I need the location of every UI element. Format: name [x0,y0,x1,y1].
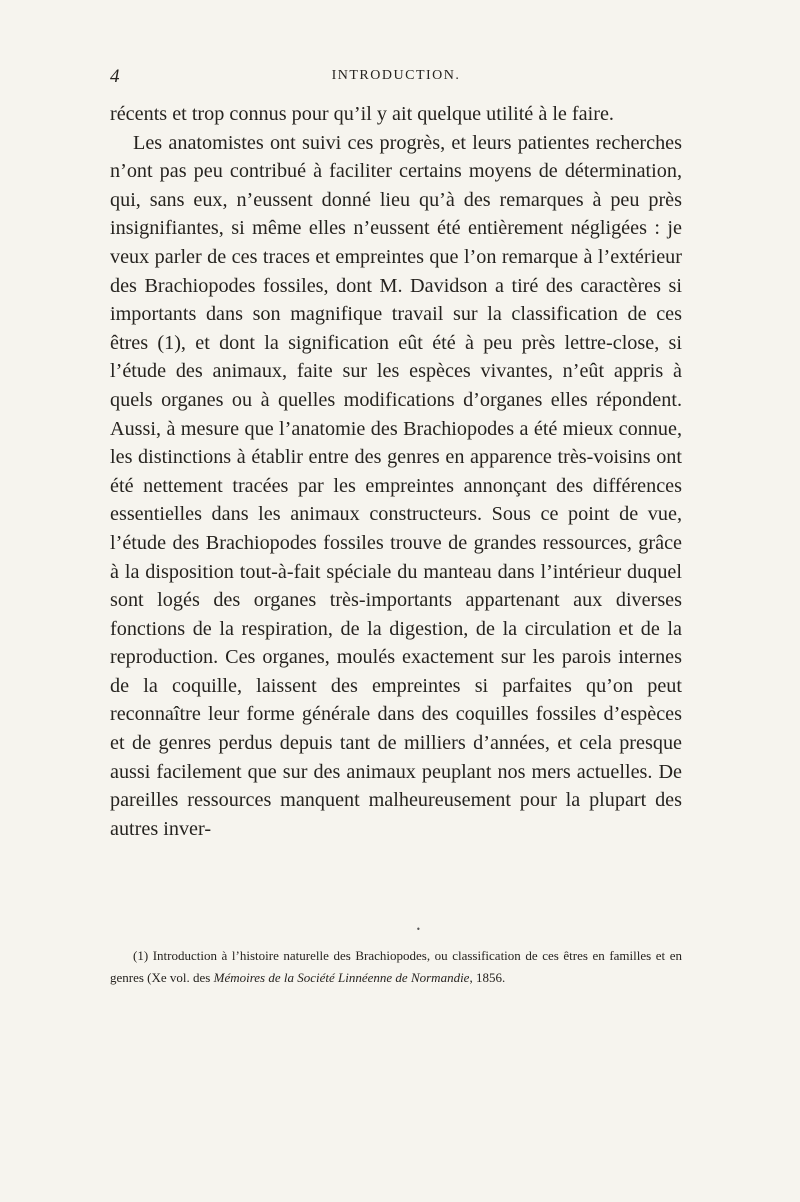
print-speck: • [416,925,421,934]
footnote-italic-title: Mémoires de la Société Linnéenne de Normandie [213,970,470,985]
paragraph-continuation: récents et trop connus pour qu’il y ait quelque utilité à le faire. [110,103,614,125]
footnote-end: , 1856. [469,970,506,985]
page-header [110,66,682,88]
running-title: INTRODUCTION. [331,68,461,83]
main-text [110,100,682,843]
footnote-text: (1) Introduction à l’histoire naturelle des Brachiopodes, ou classification de ces êtres en familles et en genres (Xe vol. des [110,948,682,985]
footnote [110,945,682,989]
page-number: 4 [110,66,120,87]
paragraph-anatomists: Les anatomistes ont suivi ces progrès, et leurs patientes recherches n’ont pas peu contribué à faciliter certains moyens de détermination, qui, sans eux, n’eussent donné lieu qu’à des remarques à peu près insignifiantes, si même elles n’eussent été entièrement négligées : je veux parler de ces traces et empreintes que l’on remarque à l’extérieur des Brachiopodes fossiles, dont M. Davidson a tiré des caractères si importants dans son magnifique travail sur la classification de ces êtres (1), et dont la signification eût été à peu près lettre-close, si l’étude des animaux, faite sur les espèces vivantes, n’eût appris à quels organes ou à quelles modifications d’organes elles répondent. Aussi, à mesure que l’anatomie des Brachiopodes a été mieux connue, les distinctions à établir entre des genres en apparence très-voisins ont été nettement tracées par les empreintes annonçant des différences essentielles dans les animaux constructeurs. Sous ce point de vue, l’étude des Brachiopodes fossiles trouve de grandes ressources, grâce à la disposition tout-à-fait spéciale du manteau dans l’intérieur duquel sont logés des organes très-importants appartenant aux diverses fonctions de la respiration, de la digestion, de la circulation et de la reproduction. Ces organes, moulés exactement sur les parois internes de la coquille, laissent des empreintes si parfaites qu’on peut reconnaître leur forme générale dans des coquilles fossiles d’espèces et de genres perdus depuis tant de milliers d’années, et cela presque aussi facilement que sur des animaux peuplant nos mers actuelles. De pareilles ressources manquent malheureusement pour la plupart des autres inver- [110,131,682,840]
